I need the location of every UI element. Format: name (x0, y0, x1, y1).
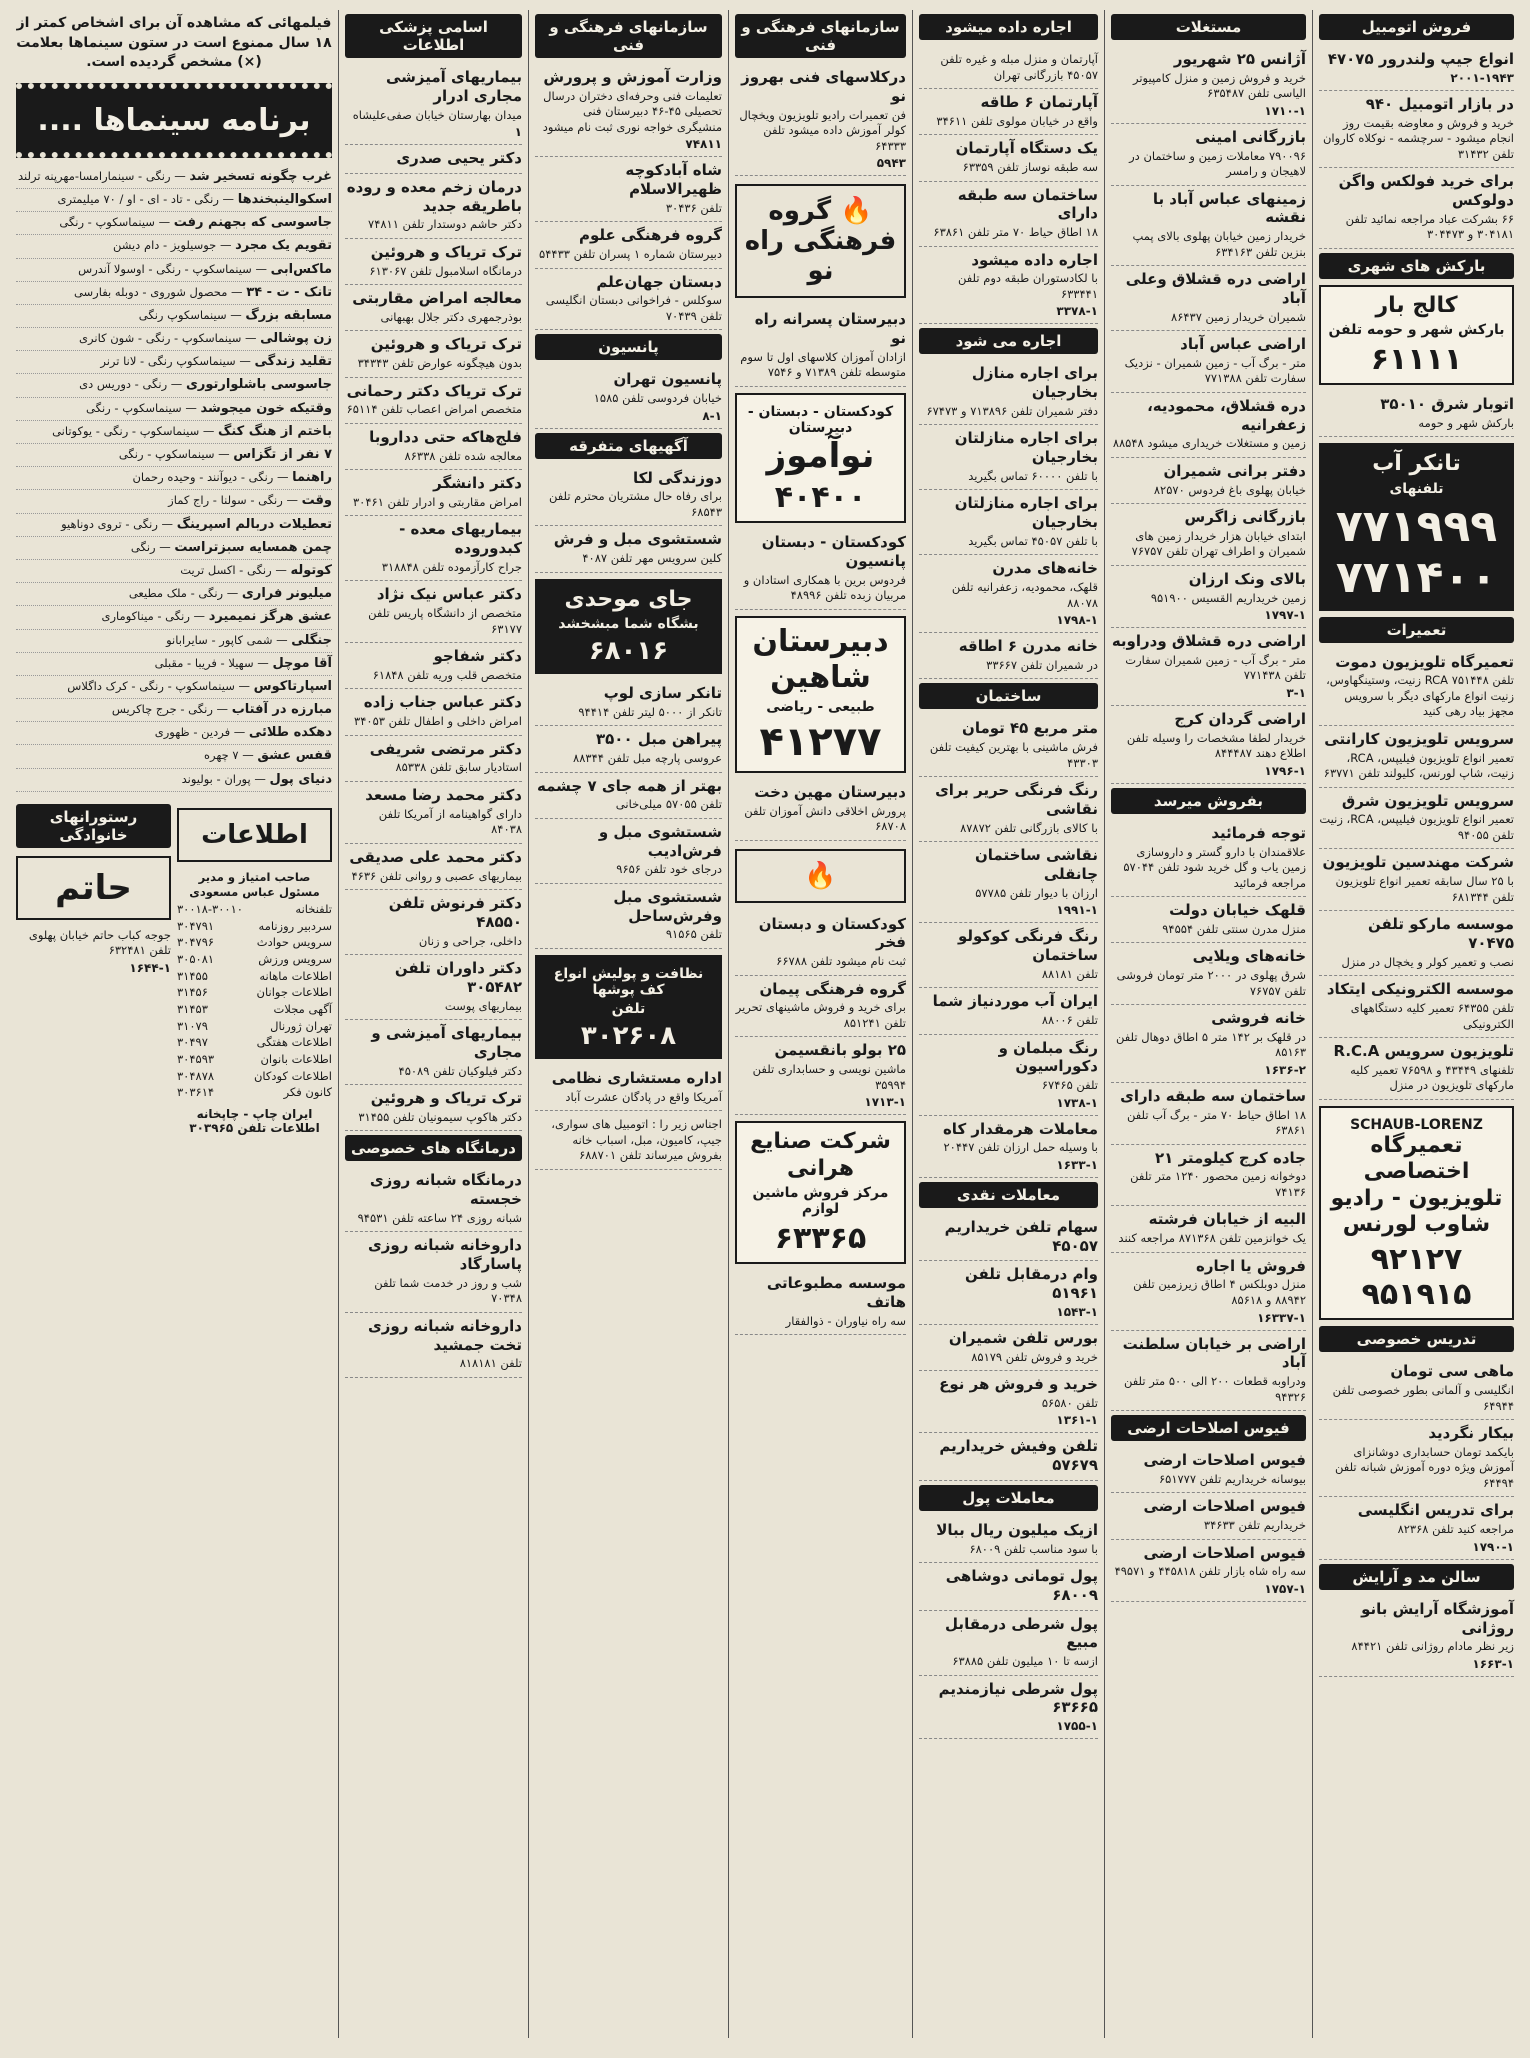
film-item: جنگلی — شمی کاپور - سایرابانو (16, 630, 332, 653)
ad-item: شرکت مهندسین تلویزیون با ۲۵ سال سابقه تعمیر انواع تلویزیون تلفن ۶۸۱۳۴۴ (1319, 849, 1514, 911)
ad-item: خانه فروشی در قلهک بر ۱۴۲ متر ۵ اطاق دوهال تلفن ۸۵۱۶۳ ۱۶۳۶-۲ (1111, 1005, 1306, 1083)
ad-item: وام درمقابل تلفن ۵۱۹۶۱ ۱۵۴۳-۱ (919, 1261, 1098, 1325)
ad-item: اجناس زیر را : اتومبیل های سواری، جیپ، کامیون، مبل، اسباب خانه بفروش میرساند تلفن ۶۸۸۷۰۱ (535, 1111, 722, 1170)
ad-item: آژانس ۲۵ شهریور خرید و فروش زمین و منزل کامپیوتر الیاسی تلفن ۶۳۵۴۸۷ ۱۷۱۰-۱ (1111, 46, 1306, 124)
ad-item: آپارتمان و منزل مبله و غیره تلفن ۴۵۰۵۷ بازرگانی تهران (919, 46, 1098, 89)
film-item: اسکوالینبخندها — رنگی - تاد - ای - او / ۷۰ میلیمتری (16, 189, 332, 212)
phone-row: سرویس ورزش ۳۰۵۰۸۱ (177, 951, 332, 966)
ad-item: معالجه امراض مقاربتی بوذرجمهری دکتر جلال بهبهانی (345, 285, 522, 331)
section-header-for-sale: بفروش میرسد (1111, 788, 1306, 814)
ad-item: سرویس تلویزیون شرق تعمیر انواع تلویزیون فیلیپس، RCA، زنیت تلفن ۹۴۰۵۵ (1319, 788, 1514, 850)
ad-item: دبیرستان مهین دخت پرورش اخلاقی دانش آموزان تلفن ۶۸۷۰۸ (735, 779, 906, 841)
film-item: وقت — رنگی - سولنا - راج کماز (16, 490, 332, 513)
phone-row: اطلاعات ماهانه ۳۱۴۵۵ (177, 968, 332, 983)
ad-item: خانه‌های مدرن قلهک، محمودیه، زعفرانیه تلفن ۸۸۰۷۸ ۱۷۹۸-۱ (919, 555, 1098, 633)
restaurant-code: ۱۶۴۴-۱ (129, 960, 171, 975)
hatam-logo: حاتم (16, 856, 171, 920)
box-ad-college-bar: کالج بار بارکش شهر و حومه تلفن ۶۱۱۱۱ (1319, 285, 1514, 385)
ad-item: بهتر از همه جای ۷ چشمه تلفن ۵۷۰۵۵ میلی‌خانی (535, 773, 722, 819)
ad-item: موسسه مارکو تلفن ۷۰۴۷۵ نصب و تعمیر کولر و یخچال در منزل (1319, 911, 1514, 976)
ad-item: اداره مستشاری نظامی آمریکا واقع در پادگان عشرت آباد (535, 1065, 722, 1111)
ad-item: رنگ فرنگی کوکولو ساختمان تلفن ۸۸۱۸۱ (919, 923, 1098, 988)
ad-item: دکتر دانشگر امراض مقاربتی و ادرار تلفن ۳۰۴۶۱ (345, 470, 522, 516)
ad-item: درکلاسهای فنی بهروز نو فن تعمیرات رادیو تلویزیون ویخچال کولر آموزش داده میشود تلفن ۶۴۳۳۳ ۵۹۴۳ (735, 64, 906, 176)
film-list (16, 166, 332, 792)
film-item: ماکس‌‌ابی — سینماسکوپ - رنگی - اوسولا آندرس (16, 259, 332, 282)
ad-item: خرید و فروش هر نوع تلفن ۵۶۵۸۰ ۱۳۶۱-۱ (919, 1371, 1098, 1433)
ad-item: شاه آبادکوچه ظهیرالاسلام تلفن ۳۰۴۳۶ (535, 157, 722, 222)
column-cars-repairs (1312, 10, 1520, 2038)
ad-item: شستشوی مبل وفرش‌ساحل تلفن ۹۱۵۶۵ (535, 884, 722, 949)
newspaper-info-box (177, 800, 332, 1141)
phone-row: سرویس حوادث ۳۰۴۷۹۶ (177, 935, 332, 950)
film-item: راهنما — رنگی - دیوآنند - وحیده رحمان (16, 467, 332, 490)
column-medical (338, 10, 528, 2038)
ad-item: کودکستان - دبستان پانسیون فردوس برین با همکاری استادان و مربیان زبده تلفن ۴۸۹۹۶ (735, 529, 906, 610)
ad-item: برای خرید فولکس واگن دولوکس ۶۶ بشرکت عباد مراجعه نمائید تلفن ۳۰۴۱۸۱ و ۳۰۴۴۷۳ (1319, 168, 1514, 249)
column-rentals (912, 10, 1104, 2038)
section-header-restaurants: رستورانهای خانوادگی (16, 804, 171, 848)
rah-no-logo: 🔥 گروه فرهنگی راه نو (735, 184, 906, 298)
ad-item: دبستان جهان‌علم سوکلس - فراخوانی دبستان انگلیسی تلفن ۷۰۴۳۹ (535, 269, 722, 331)
ad-item: گروه فرهنگی پیمان برای خرید و فروش ماشینهای تحریر تلفن ۸۵۱۲۴۱ (735, 976, 906, 1038)
ad-item: بیکار نگردید بایکمد تومان حسابداری دوشانزای آموزش ویژه دوره آموزش شبانه تلفن ۶۴۴۹۴ (1319, 1420, 1514, 1497)
film-item: تقویم یک مجرد — جوسیلویز - دام دیشن (16, 235, 332, 258)
ad-item: فیوس اصلاحات ارضی خریداریم تلفن ۳۴۶۳۳ (1111, 1493, 1306, 1539)
ad-item: ازیک میلیون ریال ببالا با سود مناسب تلفن ۶۸۰۰۹ (919, 1517, 1098, 1563)
ad-item: اجاره داده میشود با لکادستوران طبقه دوم تلفن ۶۳۳۴۴۱ ۳۳۷۸-۱ (919, 247, 1098, 325)
ad-item: اراضی بر خیابان سلطنت آباد ودراوبه قطعات ۲۰۰ الی ۵۰۰ متر تلفن ۹۴۳۲۶ (1111, 1331, 1306, 1412)
ad-item: دکتر محمد رضا مسعد دارای گواهینامه از آمریکا تلفن ۸۴۰۳۸ (345, 782, 522, 844)
ad-item: البیه از خیابان فرشته یک خوانزمین تلفن ۸۷۱۳۶۸ مراجعه کنند (1111, 1206, 1306, 1252)
film-item: غرب چگونه تسخیر شد — رنگی - سینمارامسا-مهرپنه‌ ترلند (16, 166, 332, 189)
phone-row: اطلاعات بانوان ۳۰۴۵۹۳ (177, 1051, 332, 1066)
ad-item: بیماریهای معده - کبدوروده جراح کارآزموده تلفن ۳۱۸۸۴۸ (345, 516, 522, 581)
film-item: تقلید زندگی — سینماسکوپ رنگی - لانا ترنر (16, 351, 332, 374)
column-schools-b (528, 10, 728, 2038)
ad-item: فروش یا اجاره منزل دوبلکس ۴ اطاق زیرزمین تلفن ۸۸۹۴۲ و ۸۵۶۱۸ ۱۶۳۳۷-۱ (1111, 1253, 1306, 1331)
restaurant-text: جوجه کباب حاتم خیابان پهلوی تلفن ۶۳۲۴۸۱ (28, 927, 171, 958)
age-restriction-notice: فیلمهائی که مشاهده آن برای اشخاص کمتر از ۱۸ سال ممنوع است در ستون سینماها بعلامت (×) مشخص گردیده است. (16, 15, 332, 71)
ad-item: بازرگانی امینی ۷۹۰۰۹۶ معاملات زمین و ساختمان در لاهیجان و رامسر (1111, 124, 1306, 186)
film-item: آقا موچل — سهیلا - فریبا - مقبلی (16, 653, 332, 676)
film-item: تانک - ت - ۳۴ — محصول شوروی - دوبله بفارسی (16, 282, 332, 305)
ad-item: برای اجاره منازلتان بخارجیان با تلفن ۴۵۰۵۷ تماس بگیرید (919, 490, 1098, 555)
section-header-tutoring: تدریس خصوصی (1319, 1326, 1514, 1352)
ad-item: اراضی عباس آباد متر - برگ آب - زمین شمیران - نزدیک سفارت تلفن ۷۷۱۳۸۸ (1111, 331, 1306, 393)
section-header-freight: بارکش های شهری (1319, 253, 1514, 279)
ad-item: دکتر فرنوش تلفن ۴۸۵۵۰ داخلی، جراحی و زنان (345, 890, 522, 955)
ad-item: دبیرستان پسرانه راه نو ازادان آموزان کلاسهای اول تا سوم متوسطه تلفن ۷۱۳۸۹ و ۷۵۴۶ (735, 306, 906, 387)
ad-item: خانه مدرن ۶ اطاقه در شمیران تلفن ۳۳۶۶۷ (919, 633, 1098, 679)
ad-item: پول تومانی دوشاهی ۶۸۰۰۹ (919, 1563, 1098, 1611)
ad-item: برای تدریس انگلیسی مراجعه کنید تلفن ۸۲۳۶۸ ۱۷۹۰-۱ (1319, 1497, 1514, 1559)
ad-item: کودکستان و دبستان فخر ثبت نام میشود تلفن ۶۶۷۸۸ (735, 911, 906, 976)
ad-item: دکتر مرتضی شریفی استادیار سابق تلفن ۸۵۳۳۸ (345, 736, 522, 782)
ad-item: ترک تریاک و هروئین بدون هیچگونه عوارض تلفن ۳۴۳۴۳ (345, 331, 522, 377)
ad-item: برای اجاره منازل بخارجیان دفتر شمیران تلفن ۷۱۳۸۹۶ و ۶۷۴۷۳ (919, 360, 1098, 425)
ad-item: گروه فرهنگی علوم دبیرستان شماره ۱ پسران تلفن ۵۴۴۳۳ (535, 222, 722, 268)
film-item: ۷ نفر از تگزاس — سینماسکوپ - رنگی (16, 444, 332, 467)
ad-item: ترک تریاک و هروئین دکتر هاکوپ سیمونیان تلفن ۳۱۴۵۵ (345, 1085, 522, 1131)
ad-item: ساختمان سه طبقه دارای ۱۸ اطاق حیاط ۷۰ متر تلفن ۶۳۸۶۱ (919, 182, 1098, 247)
ad-item: بورس تلفن شمیران خرید و فروش تلفن ۸۵۱۷۹ (919, 1325, 1098, 1371)
printer-line: ایران چاپ - چاپخانه اطلاعات تلفن ۳۰۳۹۶۵ (189, 1106, 320, 1135)
ad-item: قلهک خیابان دولت منزل مدرن سنتی تلفن ۹۴۵۵۴ (1111, 897, 1306, 943)
film-item: دنیای پول — پوران - بولیوند (16, 769, 332, 792)
ad-item: دکتر شفاجو متخصص قلب وریه تلفن ۶۱۸۴۸ (345, 643, 522, 689)
section-header-real-estate: مستغلات (1111, 14, 1306, 40)
ad-item: دره قشلاق، محمودیه، زعفرانیه زمین و مستغلات خریداری میشود ۸۸۵۴۸ (1111, 393, 1306, 458)
section-header-misc: آگهیهای متفرقه (535, 433, 722, 459)
box-ad-schaub-lorenz: SCHAUB-LORENZ تعمیرگاه اختصاصی تلویزیون - رادیو شاوب لورنس ۹۲۱۲۷ ۹۵۱۹۱۵ (1319, 1106, 1514, 1321)
ad-item: رنگ مبلمان و دکوراسیون تلفن ۶۷۴۶۵ ۱۷۳۸-۱ (919, 1035, 1098, 1116)
ad-item: دکتر عباس نیک نژاد متخصص از دانشگاه پاریس تلفن ۶۳۱۷۷ (345, 581, 522, 643)
film-item: مسابقه بزرگ — سینماسکوپ‌ رنگی (16, 305, 332, 328)
box-ad-shahin: دبیرستان شاهین طبیعی - ریاضی ۴۱۲۷۷ (735, 616, 906, 773)
torch-icon: 🔥 (804, 860, 837, 891)
ad-item: اتوبار شرق ۳۵۰۱۰ بارکش شهر و حومه (1319, 391, 1514, 437)
newspaper-page (10, 10, 1520, 2038)
ad-item: اراضی گردان کرج خریدار لطفا مشخصات را وسیله تلفن اطلاع دهند ۸۴۴۴۸۷ ۱۷۹۶-۱ (1111, 706, 1306, 784)
ad-item: سرویس تلویزیون کارانتی تعمیر انواع تلویزیون فیلیپس، RCA، زنیت، شاپ لورنس، کلیولند تلفن ۶۳۷۷۱ (1319, 726, 1514, 788)
phone-row: تهران ژورنال ۳۱۰۷۹ (177, 1018, 332, 1033)
ad-item: معاملات هرمقدار کاه با وسیله حمل ارزان تلفن ۲۰۴۴۷ ۱۶۳۳-۱ (919, 1116, 1098, 1178)
section-header-wanted-rent: اجاره می شود (919, 328, 1098, 354)
torch-icon: 🔥 (840, 196, 873, 227)
ad-item: برای اجاره منازلتان بخارجیان با تلفن ۶۰۰۰۰ تماس بگیرید (919, 425, 1098, 490)
ad-item: بالای ونک ارزان زمین خریداریم القسیس ۹۵۱۹۰۰ ۱۷۹۷-۱ (1111, 566, 1306, 628)
ad-item: فیوس اصلاحات ارضی سه راه شاه بازار تلفن ۴۴۵۸۱۸ و ۴۹۵۷۱ ۱۷۵۷-۱ (1111, 1540, 1306, 1602)
film-item: اسپارتاکوس — سینماسکوپ - رنگی - کرک داگلاس (16, 676, 332, 699)
ad-item: اراضی دره قشلاق ودراوبه متر - برگ آب - زمین شمیران سفارت تلفن ۷۷۱۴۳۸ ۳-۱ (1111, 628, 1306, 706)
section-header-construction: ساختمان (919, 683, 1098, 709)
phone-directory (177, 901, 332, 1101)
ad-item: بازرگانی زاگرس ابتدای خیابان هزار خریدار زمین های شمیران و اطراف تهران تلفن ۷۶۷۵۷ (1111, 504, 1306, 566)
ad-item: شستشوی مبل و فرش‌ادیب درجای خود تلفن ۹۶۵۶ (535, 819, 722, 884)
ad-item: سهام تلفن خریداریم ۴۵۰۵۷ (919, 1214, 1098, 1262)
ad-item: وزارت آموزش و پرورش تعلیمات فنی وحرفه‌ای دختران درسال تحصیلی ۴۵-۴۶ دبیرستان فنی منشیگری خواجه نوری ثبت نام میشود ۷۴۸۱۱ (535, 64, 722, 157)
section-header-salon: سالن مد و آرایش (1319, 1564, 1514, 1590)
ad-item: رنگ فرنگی حریر برای نقاشی با کالای بازرگانی تلفن ۸۷۸۷۲ (919, 777, 1098, 842)
phone-row: اطلاعات هفتگی ۳۰۴۹۷ (177, 1035, 332, 1050)
ad-item: ترک تریاک و هروئین درمانگاه اسلامبول تلفن ۶۱۳۰۶۷ (345, 239, 522, 285)
phone-row: سردبیر روزنامه ۳۰۴۷۹۱ (177, 918, 332, 933)
section-header-culture-tech: سازمانهای فرهنگی و فنی (735, 14, 906, 58)
ad-item: نقاشی ساختمان چانقلی ارزان با دیوار تلفن ۵۷۷۸۵ ۱۹۹۱-۱ (919, 842, 1098, 923)
ad-item: دفتر برانی شمیران خیابان پهلوی باغ فردوس ۸۲۵۷۰ (1111, 458, 1306, 504)
phone-row: کانون فکر ۳۰۳۶۱۴ (177, 1085, 332, 1100)
section-header-repairs: تعمیرات (1319, 617, 1514, 643)
section-header-pension: پانسیون (535, 334, 722, 360)
box-ad-floor-polish: نظافت و پولیش انواع کف پوشها تلفن ۳۰۲۶۰۸ (535, 955, 722, 1059)
film-item: کوتوله — رنگی - اکسل تریت (16, 560, 332, 583)
section-header-for-rent: اجاره داده میشود (919, 14, 1098, 40)
box-ad-sanaye: شرکت صنایع هرانی مرکز فروش ماشین لوازم ۶۳۳۶۵ (735, 1121, 906, 1264)
ad-item: انواع جیپ ولندرور ۴۷۰۷۵ ۲۰۰۱-۱۹۴۳ (1319, 46, 1514, 91)
ad-item: ساختمان سه طبقه دارای ۱۸ اطاق حیاط ۷۰ متر - برگ آب تلفن ۶۳۸۶۱ (1111, 1083, 1306, 1145)
ad-item: بیماریهای آمیزشی مجاری ادرار میدان بهارستان خیابان صفی‌علیشاه ۱ (345, 64, 522, 145)
film-item: تعطیلات دربالم اسپرینگ — رنگی - تروی دوناهیو (16, 514, 332, 537)
section-header-money-deals: معاملات پول (919, 1485, 1098, 1511)
ad-item: موسسه مطبوعاتی هاتف سه راه نیاوران - ذوالفقار (735, 1270, 906, 1335)
ad-item: پیراهن مبل ۳۵۰۰ عروسی پارچه مبل تلفن ۸۸۳۴۴ (535, 726, 722, 772)
column-schools-a (728, 10, 912, 2038)
ettelaat-logo: اطلاعات (177, 808, 332, 862)
ad-item: اراضی دره قشلاق وعلی آباد شمیران خریدار زمین ۸۶۴۳۷ (1111, 266, 1306, 331)
ad-item: فلج‌هاکه حتی دداروبا معالجه شده تلفن ۸۶۳۳۸ (345, 424, 522, 470)
ad-item: موسسه الکترونیکی ایتکاد تلفن ۶۴۳۵۵ تعمیر کلیه دستگاههای الکترونیکی (1319, 976, 1514, 1038)
ad-item: پول شرطی نیازمندیم ۶۳۶۶۵ ۱۷۵۵-۱ (919, 1676, 1098, 1740)
ad-item: دکتر داوران تلفن ۳۰۵۴۸۲ بیماریهای پوست (345, 955, 522, 1020)
film-item: جاسوسی باشلوارتوری — رنگی - دوریس دی (16, 374, 332, 397)
ad-item: توجه فرمائید علاقمندان با دارو گستر و داروسازی زمین یاب و گل خرید شود تلفن ۵۷۰۴۴ مراجعه فرمائید (1111, 820, 1306, 897)
ad-item: شستشوی مبل و فرش کلین سرویس مهر تلفن ۴۰۸۷ (535, 526, 722, 572)
phone-row: اطلاعات جوانان ۳۱۴۵۶ (177, 985, 332, 1000)
film-item: وقتیکه خون میجوشد — سینماسکوپ - رنگی (16, 398, 332, 421)
phone-row: اطلاعات کودکان ۳۰۴۸۷۸ (177, 1068, 332, 1083)
box-ad-noamouz: کودکستان - دبستان - دبیرستان نوآموز ۴۰۴۰۰ (735, 393, 906, 524)
section-header-culture-tech-2: سازمانهای فرهنگی و فنی (535, 14, 722, 58)
ad-item: تانکر سازی لوپ تانکر از ۵۰۰۰ لیتر تلفن ۹۴۴۱۴ (535, 680, 722, 726)
ad-item: متر مربع ۴۵ تومان فرش ماشینی با بهترین کیفیت تلفن ۴۳۳۰۳ (919, 715, 1098, 777)
ad-item: ۲۵ بولو بانقسیمن ماشین نویسی و حسابداری تلفن ۳۵۹۹۴ ۱۷۱۳-۱ (735, 1037, 906, 1115)
ad-item: درمانگاه شبانه روزی خجسته شبانه روزی ۲۴ ساعته تلفن ۹۴۵۳۱ (345, 1167, 522, 1232)
kanoon-logo (735, 849, 906, 903)
ad-item: دوزندگی لکا برای رفاه حال مشتریان محترم تلفن ۶۸۵۴۳ (535, 465, 722, 527)
film-item: قفس عشق — ۷ چهره (16, 745, 332, 768)
film-item: میلیونر فراری — رنگی - ملک مطیعی (16, 583, 332, 606)
film-item: چمن همسایه سبزتراست — رنگی (16, 537, 332, 560)
film-item: جاسوسی که بجهنم رفت — سینماسکوپ - رنگی (16, 212, 332, 235)
ad-item: دکتر یحیی صدری (345, 145, 522, 174)
ad-item: بیماریهای آمیزشی و مجاری دکتر فیلوکیان تلفن ۴۵۰۸۹ (345, 1020, 522, 1085)
ad-item: پول شرطی درمقابل مبیع ازسه تا ۱۰ میلیون تلفن ۶۳۸۸۵ (919, 1611, 1098, 1676)
publisher-line: صاحب امتیاز و مدیر مسئول عباس مسعودی (189, 869, 320, 900)
ad-item: فیوس اصلاحات ارضی بیوسانه خریداریم تلفن ۶۵۱۷۷۷ (1111, 1447, 1306, 1493)
ad-item: آپارتمان ۶ طاقه واقع در خیابان مولوی تلفن ۳۴۶۱۱ (919, 89, 1098, 135)
ad-item: ماهی سی تومان انگلیسی و آلمانی بطور خصوصی تلفن ۶۴۹۴۴ (1319, 1358, 1514, 1420)
box-ad-movahedi-tea: جای موحدی بشگاه شما مبشخشد ۶۸۰۱۶ (535, 579, 722, 674)
bottom-block (16, 800, 332, 1141)
ad-item: داروخانه شبانه روزی پاسارگاد شب و روز در خدمت شما تلفن ۷۰۳۴۸ (345, 1232, 522, 1313)
ad-item: دکتر محمد علی صدیقی بیماریهای عصبی و روانی تلفن ۴۶۳۶ (345, 844, 522, 890)
ad-item: آموزشگاه آرایش بانو روژانی زیر نظر مادام روژانی تلفن ۸۴۴۲۱ ۱۶۶۳-۱ (1319, 1596, 1514, 1677)
film-item: دهکده طلائی — فردین - ظهوری (16, 722, 332, 745)
ad-item: ایران آب موردنیاز شما تلفن ۸۸۰۰۶ (919, 988, 1098, 1034)
ad-item: درمان زخم معده و روده باطریقه جدید دکتر حاشم دوستدار تلفن ۷۴۸۱۱ (345, 174, 522, 239)
ad-item: ترک تریاک دکتر رحمانی متخصص امراض اعصاب تلفن ۶۵۱۱۴ (345, 378, 522, 424)
ad-item: داروخانه شبانه روزی تخت جمشید تلفن ۸۱۸۱۸۱ (345, 1313, 522, 1378)
section-header-cars: فروش اتومبیل (1319, 14, 1514, 40)
ad-item: خانه‌های ویلایی شرق پهلوی در ۲۰۰۰ متر تومان فروشی تلفن ۷۶۷۵۷ (1111, 943, 1306, 1005)
column-real-estate (1104, 10, 1312, 2038)
phone-row: آگهی مجلات ۳۱۴۵۳ (177, 1001, 332, 1016)
ad-item: پانسیون تهران خیابان فردوسی تلفن ۱۵۸۵ ۸-۱ (535, 366, 722, 428)
ad-item: دکتر عباس جناب زاده امراض داخلی و اطفال تلفن ۳۴۰۵۳ (345, 689, 522, 735)
ad-item: یک دستگاه آپارتمان سه طبقه نوساز تلفن ۶۳۳۵۹ (919, 135, 1098, 181)
ad-item: تلویزیون سرویس R.C.A تلفنهای ۴۳۴۴۹ و ۷۶۵۹۸ تعمیر کلیه مارکهای تلویزیون در منزل (1319, 1038, 1514, 1100)
section-header-land-reform: فیوس اصلاحات ارضی (1111, 1415, 1306, 1441)
ad-item: تلفن وفیش خریداریم ۵۷۶۷۹ (919, 1433, 1098, 1481)
column-cinema (10, 10, 338, 2038)
ad-item: در بازار اتومبیل ۹۴۰ خرید و فروش و معاوضه بقیمت روز انجام میشود - سرچشمه - نوکلاه کاروان تلفن ۳۱۴۳۲ (1319, 91, 1514, 168)
box-ad-water-tanker: تانکر آب تلفنهای ۷۷۱۹۹۹ ۷۷۱۴۰۰ (1319, 443, 1514, 610)
film-item: باختم از هنگ کنگ — سینماسکوپ - رنگی - یوکوتانی (16, 421, 332, 444)
restaurant-box (16, 800, 171, 1141)
film-item: زن پوشالی — سینماسکوپ - رنگی - شون کانری (16, 328, 332, 351)
ad-item: زمینهای عباس آباد با نقشه خریدار زمین خیابان پهلوی بالای پمپ بنزین تلفن ۶۳۴۱۶۳ (1111, 186, 1306, 267)
film-item: عشق هرگز نمیمیرد — رنگی - میناکوماری (16, 606, 332, 629)
section-header-medical: اسامی پزشکی اطلاعات (345, 14, 522, 58)
phone-row: تلفنخانه ۳۰۰۱۸-۳۰۰۱۰ (177, 901, 332, 916)
section-header-clinics: درمانگاه های خصوصی (345, 1135, 522, 1161)
ad-item: تعمیرگاه تلویزیون دموت تلفن ۷۵۱۴۴۸ RCA زنیت، وستینگهاوس، زنیت انواع مارکهای دیگر با سرویس مجهز بیاد رهی کنید (1319, 649, 1514, 726)
film-item: مبارزه در آفتاب — رنگی - جرج چاکریس (16, 699, 332, 722)
section-header-cash-deals: معاملات نقدی (919, 1182, 1098, 1208)
ad-item: جاده کرج کیلومتر ۲۱ دوخوانه زمین محصور ۱۲۴۰ متر تلفن ۷۴۱۳۶ (1111, 1145, 1306, 1207)
cinema-program-banner: برنامه سینماها .... (16, 83, 332, 158)
